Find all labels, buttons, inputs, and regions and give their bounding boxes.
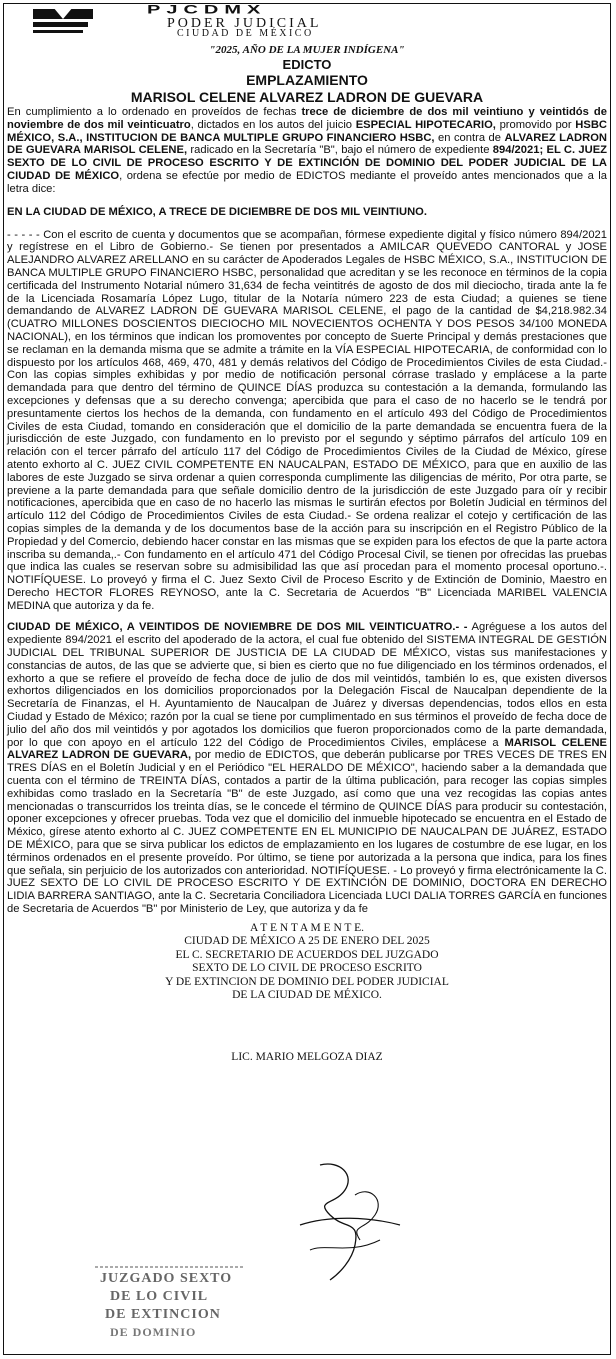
year-motto: "2025, AÑO DE LA MUJER INDÍGENA" [209,44,405,56]
edict-page [7,4,607,1063]
closing-role-3: Y DE EXTINCION DE DOMINIO DEL PODER JUDICIAL [165,975,449,988]
closing-date: CIUDAD DE MÉXICO A 25 DE ENERO DEL 2025 [184,935,430,948]
intro-text-5: radicado en la Secretaría "B", bajo el número de expediente [187,144,493,157]
stamp-line-2: DE LO CIVIL [110,1289,209,1304]
intro-defendant: ALVAREZ LADRON DE GUEVARA MARISOL CELENE, [7,131,607,157]
intro-text-2: , dictados en los autos del juicio [190,118,356,131]
intro-text-1: En cumplimiento a lo ordenado en proveídos de fechas [7,106,302,118]
second-order-heading: CIUDAD DE MÉXICO, A VEINTIDOS DE NOVIEMBRE DE DOS MIL VEINTICUATRO.- - [7,621,468,634]
signer-name: LIC. MARIO MELGOZA DIAZ [231,1050,383,1063]
second-order-text-2: por medio de EDICTOS, que deberán publicarse por TRES VECES DE TRES EN TRES DÍAS en el Boletín Judicial y en el Periódico "EL HERALDO DE MÉXICO", haciendo saber a la demandada que cuenta con el término de TREINTA DÍAS, contados a partir de la última publicación, para recoger las copias simples exhibidas como traslado en la Secretaría "B" de este Juzgado, así como que una vez recogidas las copias antes mencionadas o transcurridos los treinta días, se le concede el término de QUINCE DÍAS para producir su contestación, oponer excepciones y ofrecer pruebas. Toda vez que el domicilio del inmueble hipotecado se encuentra en el Estado de México, gírese atento exhorto al C. JUEZ COMPETENTE EN EL MUNICIPIO DE NAUCALPAN DE JUÁREZ, ESTADO DE MÉXICO, para que se sirva publicar los edictos de emplazamiento en los lugares de costumbre de ese lugar, en los términos ordenados en el presente proveído. Por último, se tiene por autorizada a la persona que indica, para los fines que señala, sin perjuicio de los autorizados con anterioridad. NOTIFÍQUESE. - Lo proveyó y firma electrónicamente la C. JUEZ SEXTO DE LO CIVIL DE PROCESO ESCRITO Y DE EXTINCIÓN DE DOMINIO, DOCTORA EN DERECHO LIDIA BARRERA SANTIAGO, ante la C. Secretaria Conciliadora Licenciada LUCI DALIA TORRES GARCÍA en funciones de Secretaria de Acuerdos "B" por Ministerio de Ley, que autoriza y da fe [7,749,607,916]
banner-acronym: PJCDMX [147,3,267,17]
stamp-line-1: JUZGADO SEXTO [100,1271,233,1286]
defendant-name: MARISOL CELENE ALVAREZ LADRON DE GUEVARA [130,89,484,105]
court-stamp [90,1262,250,1347]
first-order-heading: EN LA CIUDAD DE MÉXICO, A TRECE DE DICIEMBRE DE DOS MIL VEINTIUNO. [7,205,427,218]
intro-text-3: promovido por [495,118,576,131]
stamp-icon [90,1262,250,1347]
second-order-text-1: Agréguese a los autos del expediente 894/2021 el escrito del apoderado de la actora, el cual fue obtenido del SISTEMA INTEGRAL DE GESTIÓN JUDICIAL DEL TRIBUNAL SUPERIOR DE JUSTICIA DE LA CIUDAD DE MÉXICO, vistas sus manifestaciones y constancias de autos, de las que se advierte que, si bien es cierto que no fue diligenciado en los términos ordenados, el exhorto a que se refiere el proveído de fecha doce de julio de dos mil veintidós, también lo es, que existen diversos exhortos diligenciados en los domicilios proporcionados por la Delegación Fiscal de Naucalpan dependiente de la Secretaría de Finanzas, el H. Ayuntamiento de Naucalpan de Juárez y diversas dependencias, todos ellos en esta Ciudad y Estado de México; razón por la cual se tiene por cumplimentado en sus términos el proveído de fecha doce de julio del año dos mil veintidós y por agotados los domicilios que fueron proporcionados como de la parte demandada, por lo que con apoyo en el artículo 122 del Código de Procedimientos Civiles, emplácese a [7,621,607,749]
closing-role-4: DE LA CIUDAD DE MÉXICO. [232,989,382,1002]
closing-block [7,922,607,1063]
intro-text-6: , ordena se efectúe por medio de EDICTOS mediante el proveído antes mencionados que a la letra dice: [7,169,607,195]
closing-salutation: A T E N T A M E N T E. [249,921,365,934]
document-subtype: EMPLAZAMIENTO [246,72,368,88]
closing-role-1: EL C. SECRETARIO DE ACUERDOS DEL JUZGADO [175,948,439,961]
banner-city: CIUDAD DE MÉXICO [177,28,314,39]
intro-dates: trece de diciembre de dos mil veintiuno y veintidós de noviembre de dos mil veinticuatro [7,106,607,131]
document-type: EDICTO [282,57,332,72]
intro-trial-type: ESPECIAL HIPOTECARIO, [355,118,496,131]
first-order-body: - - - - - Con el escrito de cuenta y documentos que se acompañan, fórmese expediente digital y físico número 894/2021 y regístrese en el Libro de Gobierno.- Se tienen por presentados a AMILCAR QUEVEDO CANTORAL y JOSE ALEJANDRO ALVAREZ ARELLANO en su carácter de Apoderados Legales de HSBC MÉXICO, S.A., INSTITUCION DE BANCA MULTIPLE GRUPO FINANCIERO HSBC, personalidad que acreditan y se les reconoce en términos de la copia certificada del Instrumento Notarial número 31,634 de fecha veintitrés de agosto de dos mil dieciocho, tirada ante la fe de la Licenciada Rosamaría López Lugo, titular de la Notaría número 223 de esta Ciudad; a quienes se tiene demandando de ALVAREZ LADRON DE GUEVARA MARISOL CELENE, el pago de la cantidad de $4,218.982.34 (CUATRO MILLONES DOSCIENTOS DIECIOCHO MIL NOVECIENTOS OCHENTA Y DOS PESOS 34/100 MONEDA NACIONAL), en los términos que indican los promoventes por concepto de Suerte Principal y demás prestaciones que se reclaman en la demanda misma que se admite a trámite en la VÍA ESPECIAL HIPOTECARIA, de conformidad con lo dispuesto por los artículos 468, 469, 470, 481 y demás relativos del Código de Procedimientos Civiles de esta Ciudad.- Con las copias simples exhibidas y por medio de notificación personal córrase traslado y emplácese a la parte demandada para que dentro del término de QUINCE DÍAS produzca su contestación a la demanda, formulando las excepciones y defensas que a su derecho convenga; apercibida que para el caso de no hacerlo se le tendrá por presuntamente ciertos los hechos de la demanda, con fundamento en el artículo 493 del Código de Procedimientos Civiles de esta Ciudad, tomando en consideración que el domicilio de la parte demandada se encuentra fuera de la jurisdicción de este Juzgado, con fundamento en lo previsto por el segundo y séptimo párrafos del artículo 109 en relación con el tercer párrafo del artículo 117 del Código de Procedimientos Civiles de la Ciudad de México, gírese atento exhorto al C. JUEZ CIVIL COMPETENTE EN NAUCALPAN, ESTADO DE MÉXICO, para que en auxilio de las labores de este Juzgado se sirva ordenar a quien corresponda cumplimente las diligencias de mérito, Por otra parte, se previene a la parte demandada para que señale domicilio dentro de la jurisdicción de este Juzgado para oír y recibir notificaciones, apercibida que en caso de no hacerlo las mismas le surtirán efectos por Boletín Judicial en términos del artículo 112 del Código de Procedimientos Civiles de esta Ciudad.- Se ordena realizar el cotejo y certificación de las copias simples de la demanda y de los documentos base de la acción para su inscripción en el Registro Público de la Propiedad y del Comercio, debiendo hacer constar en las mismas que se expiden para los efectos de que la parte actora inscriba su demanda,.- Con fundamento en el artículo 471 del Código Procesal Civil, se tienen por ofrecidas las pruebas que indica las cuales se reservan sobre su admisibilidad las que así procedan para el momento procesal oportuno.-. NOTIFÍQUESE. Lo proveyó y firma el C. Juez Sexto Civil de Proceso Escrito y de Extinción de Dominio, Maestro en Derecho HECTOR FLORES REYNOSO, ante la C. Secretaria de Acuerdos "B" Licenciada MARIBEL VALENCIA MEDINA que autoriza y da fe. [7,228,607,612]
closing-role-2: SEXTO DE LO CIVIL DE PROCESO ESCRITO [192,962,422,975]
stamp-line-3: DE EXTINCION [105,1307,221,1322]
second-order-body [7,621,607,915]
intro-plaintiff: HSBC MÉXICO, S.A., INSTITUCION DE BANCA MULTIPLE GRUPO FINANCIERO HSBC, [7,118,607,144]
intro-paragraph [7,106,607,196]
intro-text-4: en contra de [434,131,505,144]
intro-file-court: 894/2021; EL C. JUEZ SEXTO DE LO CIVIL DE PROCESO ESCRITO Y DE EXTINCIÓN DE DOMINIO DEL PODER JUDICIAL DE LA CIUDAD DE MÉXICO [7,144,608,182]
banner-institution: PODER JUDICIAL [167,16,322,31]
second-order-defendant: MARISOL CELENE ALVAREZ LADRON DE GUEVARA, [7,736,607,762]
judicial-logo-icon [33,7,93,37]
institution-banner [7,4,607,44]
handwritten-signature-icon [260,1155,420,1285]
stamp-line-4: DE DOMINIO [110,1325,197,1339]
